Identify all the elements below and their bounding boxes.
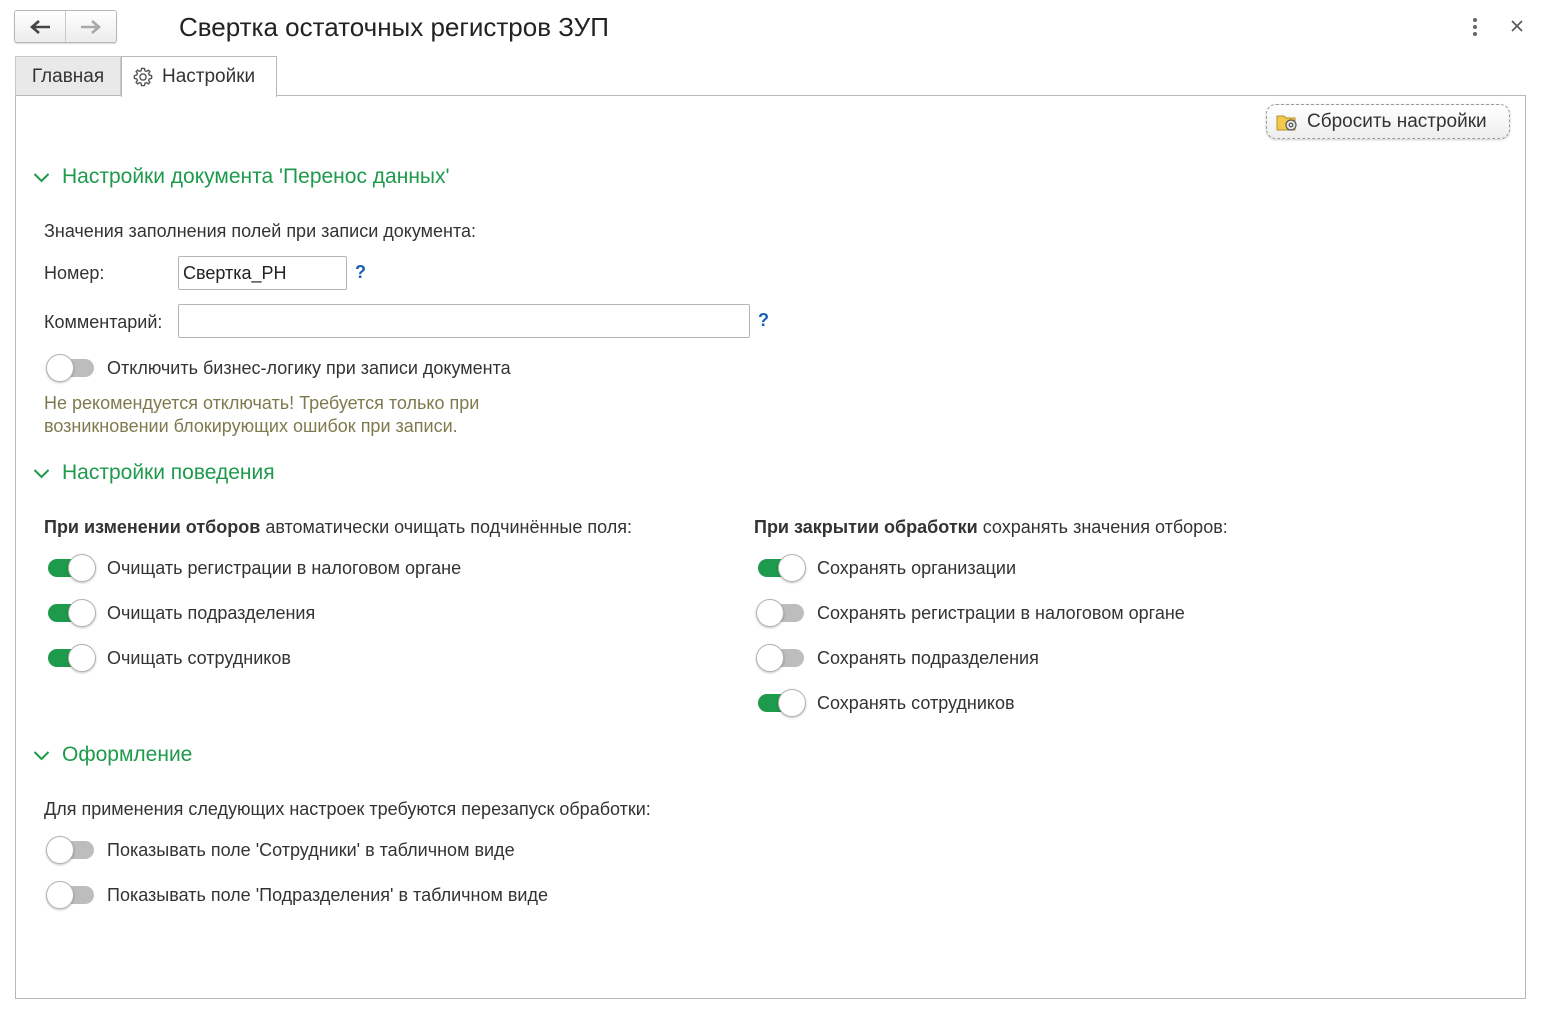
navigation-buttons: [14, 10, 117, 43]
clear-registrations-label: Очищать регистрации в налоговом органе: [107, 557, 462, 578]
save-employees-toggle[interactable]: [756, 688, 806, 718]
show-employees-field-toggle-row[interactable]: [46, 835, 515, 865]
clear-employees-label: Очищать сотрудников: [107, 647, 291, 668]
business-logic-warning: [44, 392, 479, 438]
clear-fields-heading: [44, 517, 632, 538]
save-departments-toggle[interactable]: [756, 643, 806, 673]
business-logic-toggle-row[interactable]: [46, 353, 511, 383]
comment-help-button[interactable]: ?: [758, 310, 769, 330]
show-departments-field-toggle[interactable]: [46, 880, 96, 910]
arrow-right-icon: [80, 19, 102, 35]
tab-main-label: Главная: [31, 65, 105, 87]
clear-employees-toggle[interactable]: [46, 643, 96, 673]
business-logic-toggle-label: Отключить бизнес-логику при записи документа: [107, 357, 511, 378]
show-departments-field-label: Показывать поле 'Подразделения' в табличном виде: [107, 884, 548, 905]
warning-line-1: Не рекомендуется отключать! Требуется только при: [44, 393, 480, 413]
number-help-button[interactable]: ?: [355, 262, 366, 282]
section-header-behavior[interactable]: [33, 461, 275, 485]
tab-main[interactable]: [15, 56, 121, 96]
more-menu-button[interactable]: [1466, 14, 1484, 40]
save-filters-heading: [754, 517, 1228, 538]
save-employees-toggle-row[interactable]: [756, 688, 1015, 718]
reset-settings-label: Сбросить настройки: [1307, 110, 1487, 132]
chevron-down-icon: [33, 750, 50, 761]
appearance-intro-text: Для применения следующих настроек требуются перезапуск обработки:: [44, 799, 651, 819]
window-title: Свертка остаточных регистров ЗУП: [179, 12, 609, 42]
save-registrations-toggle-row[interactable]: [756, 598, 1185, 628]
section-header-appearance-title: Оформление: [62, 743, 193, 766]
save-departments-label: Сохранять подразделения: [817, 647, 1039, 668]
tab-settings[interactable]: [121, 56, 277, 97]
save-organizations-label: Сохранять организации: [817, 557, 1017, 578]
clear-fields-heading-bold: При изменении отборов: [44, 517, 261, 537]
show-employees-field-label: Показывать поле 'Сотрудники' в табличном виде: [107, 839, 515, 860]
chevron-down-icon: [33, 172, 50, 183]
warning-line-2: возникновении блокирующих ошибок при записи.: [44, 416, 458, 436]
reset-settings-icon: [1275, 111, 1299, 133]
save-organizations-toggle[interactable]: [756, 553, 806, 583]
gear-icon: [132, 66, 154, 88]
save-organizations-toggle-row[interactable]: [756, 553, 1016, 583]
save-employees-label: Сохранять сотрудников: [817, 692, 1015, 713]
number-label: Номер:: [44, 263, 105, 283]
document-intro-text: Значения заполнения полей при записи документа:: [44, 221, 477, 241]
clear-employees-toggle-row[interactable]: [46, 643, 291, 673]
comment-input[interactable]: [178, 304, 750, 338]
forward-button[interactable]: [65, 11, 116, 42]
comment-label: Комментарий:: [44, 312, 163, 332]
reset-settings-button[interactable]: [1266, 104, 1510, 139]
clear-departments-toggle-row[interactable]: [46, 598, 315, 628]
save-registrations-toggle[interactable]: [756, 598, 806, 628]
clear-registrations-toggle-row[interactable]: [46, 553, 461, 583]
show-employees-field-toggle[interactable]: [46, 835, 96, 865]
arrow-left-icon: [29, 19, 51, 35]
section-header-behavior-title: Настройки поведения: [62, 461, 275, 484]
section-header-document-title: Настройки документа 'Перенос данных': [62, 165, 450, 188]
chevron-down-icon: [33, 468, 50, 479]
clear-fields-heading-rest: автоматически очищать подчинённые поля:: [260, 517, 632, 537]
tab-settings-label: Настройки: [162, 66, 256, 87]
back-button[interactable]: [15, 11, 65, 42]
business-logic-toggle[interactable]: [46, 353, 96, 383]
more-vertical-icon: [1466, 14, 1484, 40]
clear-departments-label: Очищать подразделения: [107, 602, 316, 623]
clear-departments-toggle[interactable]: [46, 598, 96, 628]
close-icon: [1507, 14, 1527, 38]
number-input[interactable]: [178, 256, 347, 290]
clear-registrations-toggle[interactable]: [46, 553, 96, 583]
section-header-document[interactable]: [33, 165, 450, 189]
save-filters-heading-bold: При закрытии обработки: [754, 517, 978, 537]
section-header-appearance[interactable]: [33, 743, 192, 767]
save-departments-toggle-row[interactable]: [756, 643, 1039, 673]
close-button[interactable]: [1507, 14, 1527, 38]
show-departments-field-toggle-row[interactable]: [46, 880, 548, 910]
save-registrations-label: Сохранять регистрации в налоговом органе: [817, 602, 1185, 623]
save-filters-heading-rest: сохранять значения отборов:: [977, 517, 1228, 537]
